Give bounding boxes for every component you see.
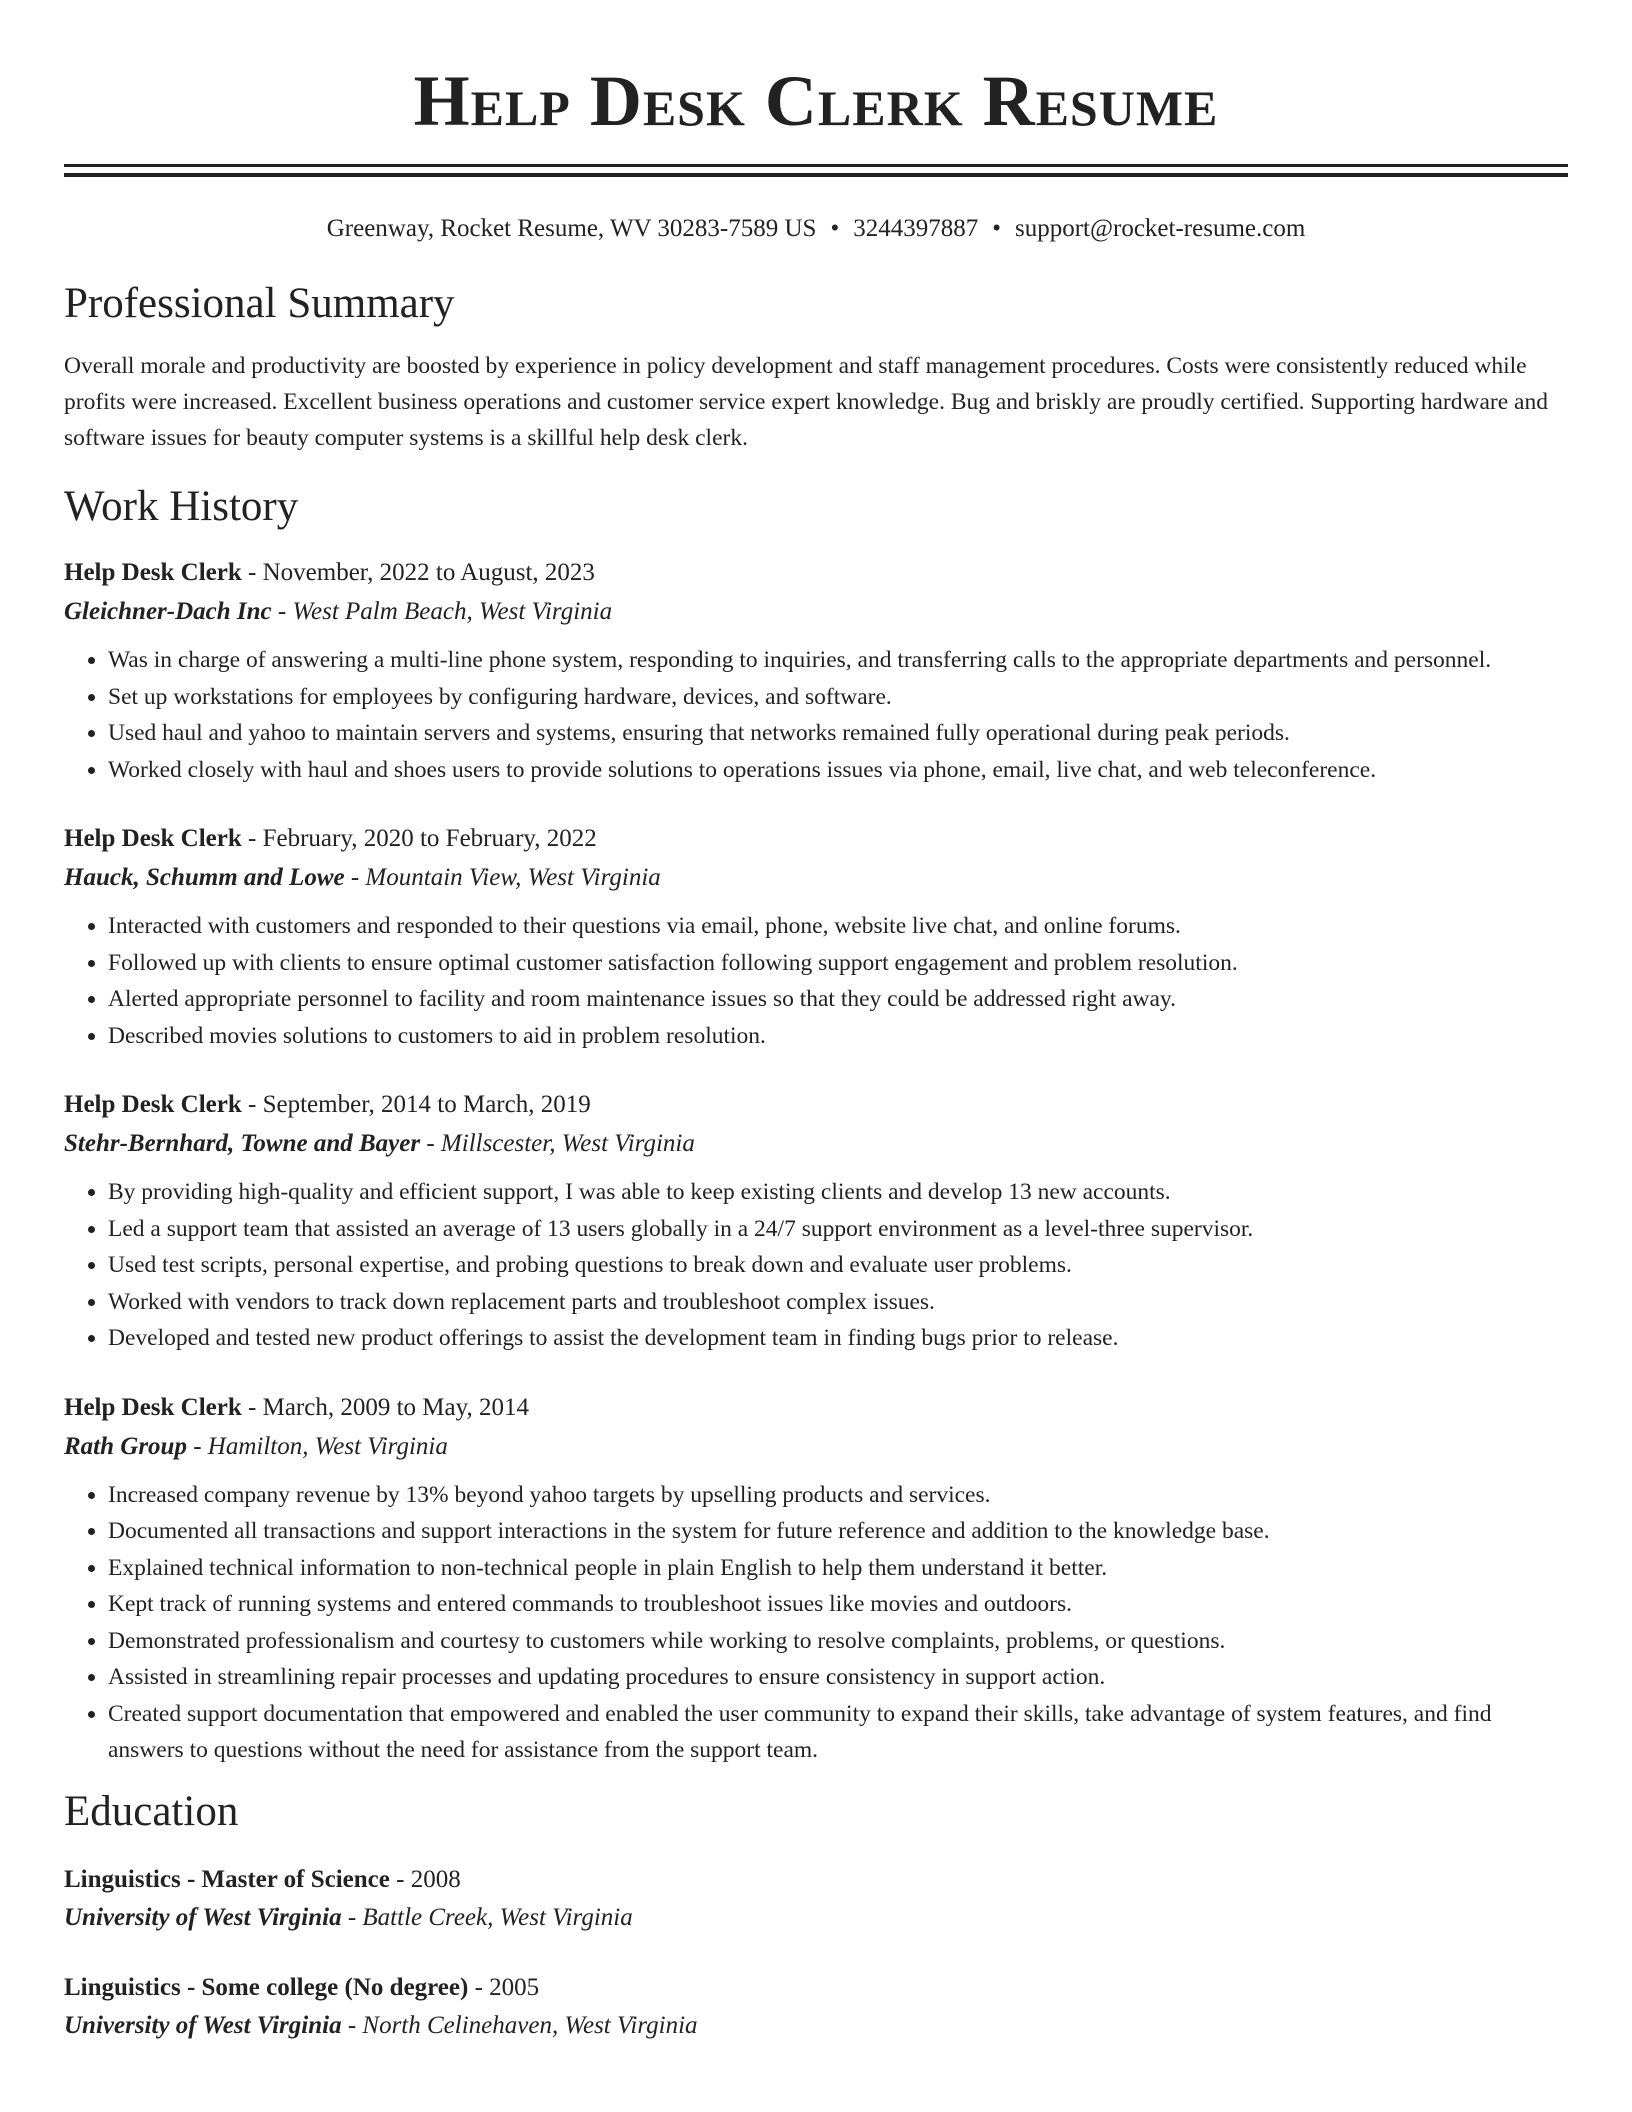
- education-heading: Education: [64, 1787, 239, 1835]
- job-bullet: • Alerted appropriate personnel to facility and room maintenance issues so that they could be addressed right away.: [108, 981, 1568, 1018]
- contact-email: support@rocket-resume.com: [1014, 215, 1306, 242]
- company-line: [64, 1124, 1568, 1164]
- school-line: [64, 1899, 1568, 1937]
- company-location: - Hamilton, West Virginia: [186, 1432, 448, 1460]
- education-section: [64, 1787, 1568, 2045]
- job-title: Help Desk Clerk: [64, 559, 242, 586]
- job-dates: - February, 2020 to February, 2022: [241, 825, 597, 852]
- contact-separator: •: [830, 215, 840, 242]
- job-title-line: [64, 820, 1568, 858]
- job-bullet: • Was in charge of answering a multi-line phone system, responding to inquiries, and transferring calls to the appropriate departments and personnel.: [108, 642, 1568, 679]
- job-entry: [64, 820, 1568, 1054]
- job-bullet: • Worked with vendors to track down replacement parts and troubleshoot complex issues.: [108, 1284, 1568, 1321]
- title-divider-bottom: [64, 173, 1568, 177]
- job-bullet: • Led a support team that assisted an average of 13 users globally in a 24/7 support environment as a level-three supervisor.: [108, 1211, 1568, 1248]
- school-location: - North Celinehaven, West Virginia: [341, 2011, 698, 2039]
- job-bullet: • Followed up with clients to ensure optimal customer satisfaction following support engagement and problem resolution.: [108, 945, 1568, 982]
- contact-info: [64, 213, 1568, 245]
- company-name: Stehr-Bernhard, Towne and Bayer: [64, 1130, 421, 1157]
- company-location: - Mountain View, West Virginia: [344, 864, 661, 891]
- school-name: University of West Virginia: [64, 2011, 342, 2039]
- job-bullet: • Used test scripts, personal expertise, and probing questions to break down and evaluate user problems.: [108, 1247, 1568, 1284]
- school-line: [64, 2007, 1568, 2045]
- job-bullet: • Developed and tested new product offerings to assist the development team in finding bugs prior to release.: [108, 1320, 1568, 1357]
- job-dates: - November, 2022 to August, 2023: [241, 559, 595, 586]
- resume-title: Help Desk Clerk Resume: [413, 61, 1219, 141]
- job-entry: [64, 554, 1568, 788]
- job-bullets: [64, 908, 1568, 1054]
- contact-phone: 3244397887: [853, 215, 979, 242]
- job-bullets: [64, 642, 1568, 788]
- degree-line: [64, 1969, 1568, 2007]
- job-bullets: [64, 1174, 1568, 1357]
- job-bullet: • Used haul and yahoo to maintain servers and systems, ensuring that networks remained fully operational during peak periods.: [108, 715, 1568, 752]
- school-name: University of West Virginia: [64, 1903, 342, 1931]
- degree-year: - 2008: [389, 1865, 461, 1893]
- summary-section: [64, 279, 1568, 456]
- job-bullet: • Worked closely with haul and shoes users to provide solutions to operations issues via phone, email, live chat, and web teleconference.: [108, 752, 1568, 789]
- title-divider-top: [64, 164, 1568, 167]
- job-title: Help Desk Clerk: [64, 825, 242, 852]
- contact-address: Greenway, Rocket Resume, WV 30283-7589 US: [326, 215, 817, 242]
- job-title-line: [64, 1389, 1568, 1427]
- job-entry: [64, 1389, 1568, 1769]
- job-title-line: [64, 554, 1568, 592]
- company-line: [64, 858, 1568, 898]
- company-name: Gleichner-Dach Inc: [64, 598, 272, 625]
- school-location: - Battle Creek, West Virginia: [341, 1903, 633, 1931]
- job-dates: - March, 2009 to May, 2014: [241, 1393, 530, 1421]
- degree-year: - 2005: [468, 1973, 540, 2001]
- job-entry: [64, 1086, 1568, 1357]
- job-dates: - September, 2014 to March, 2019: [241, 1091, 591, 1118]
- job-bullet: • Set up workstations for employees by configuring hardware, devices, and software.: [108, 679, 1568, 716]
- degree-name: Linguistics - Some college (No degree): [64, 1973, 469, 2001]
- job-title: Help Desk Clerk: [64, 1393, 242, 1421]
- job-bullet: • Explained technical information to non-technical people in plain English to help them understand it better.: [108, 1550, 1568, 1587]
- job-bullet: • Kept track of running systems and entered commands to troubleshoot issues like movies and outdoors.: [108, 1586, 1568, 1623]
- job-title-line: [64, 1086, 1568, 1124]
- summary-heading: Professional Summary: [64, 280, 455, 327]
- education-entry: [64, 1861, 1568, 1937]
- job-bullet: • Described movies solutions to customers to aid in problem resolution.: [108, 1018, 1568, 1055]
- company-line: [64, 1427, 1568, 1467]
- work-history-heading: Work History: [64, 483, 299, 530]
- job-title: Help Desk Clerk: [64, 1091, 242, 1118]
- degree-line: [64, 1861, 1568, 1899]
- education-entry: [64, 1969, 1568, 2045]
- company-name: Hauck, Schumm and Lowe: [64, 864, 345, 891]
- company-location: - West Palm Beach, West Virginia: [271, 598, 613, 625]
- company-line: [64, 592, 1568, 632]
- company-location: - Millscester, West Virginia: [420, 1130, 695, 1157]
- job-bullet: • Documented all transactions and support interactions in the system for future reference and addition to the knowledge base.: [108, 1513, 1568, 1550]
- job-bullet: • By providing high-quality and efficient support, I was able to keep existing clients and develop 13 new accounts.: [108, 1174, 1568, 1211]
- contact-separator: •: [992, 215, 1001, 242]
- job-bullets: [64, 1477, 1568, 1769]
- job-bullet: • Assisted in streamlining repair processes and updating procedures to ensure consistency in support action.: [108, 1659, 1568, 1696]
- work-history-section: [64, 482, 1568, 1769]
- job-bullet: • Interacted with customers and responded to their questions via email, phone, website live chat, and online forums.: [108, 908, 1568, 945]
- job-bullet: • Created support documentation that empowered and enabled the user community to expand their skills, take advantage of system features, and find answers to questions without the need for assistance from the support team.: [108, 1696, 1568, 1769]
- company-name: Rath Group: [64, 1432, 187, 1460]
- degree-name: Linguistics - Master of Science: [64, 1865, 390, 1893]
- job-bullet: • Increased company revenue by 13% beyond yahoo targets by upselling products and services.: [108, 1477, 1568, 1514]
- job-bullet: • Demonstrated professionalism and courtesy to customers while working to resolve complaints, problems, or questions.: [108, 1623, 1568, 1660]
- summary-text: Overall morale and productivity are boosted by experience in policy development and staff management procedures. Costs were consistently reduced while profits were increased. Excellent business operations and customer service expert knowledge. Bug and briskly are proudly certified. Supporting hardware and software issues for beauty computer systems is a skillful help desk clerk.: [64, 353, 1548, 451]
